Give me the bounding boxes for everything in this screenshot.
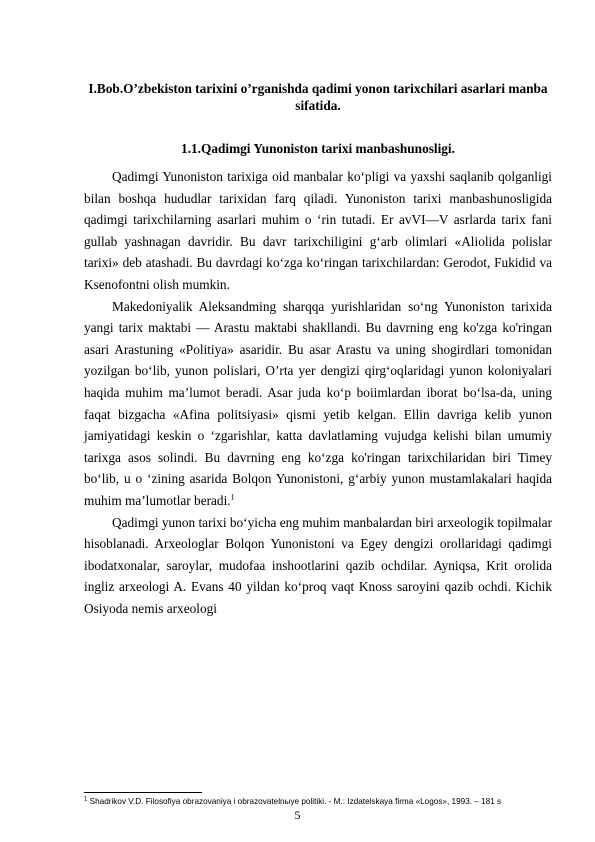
page-number: 5 [294,808,301,822]
paragraph-2-text: Makedoniyalik Aleksandming sharqqa yurishlaridan so‘ng Yunoniston tarixida yangi tarix maktabi — Arastu maktabi shakllandi. Bu davrning eng ko'zga ko'ringan asari Arastuning «Politiya» asaridir. Bu asar Arastu va uning shogirdlari tomonidan yozilgan bo‘lib, yunon polislari, O’rta yer dengizi qirg‘oqlaridagi yunon koloniyalari haqida muhim ma’lumot beradi. Asar juda ko‘p boiimlardan iborat bo‘lsa-da, uning faqat bizgacha «Afina politsiyasi» qismi yetib kelgan. Ellin davriga kelib yunon jamiyatidagi keskin o ‘zgarishlar, katta davlatlaming vujudga kelishi bilan umumiy tarixga asos solindi. Bu davrning eng ko‘zga ko'ringan tarixchilaridan biri Timey bo‘lib, u o ‘zining asarida Bolqon Yunonistoni, g‘arbiy yunon mustamlakalari haqida muhim ma’lumotlar beradi. [84,298,552,508]
footnote-text: Shadrikov V.D. Filosofiya obrazovaniya i obrazovatelnыye politiki. - M.: Izdatelskaya firma «Logos», 1993. – 181 s [89,797,502,806]
section-title: 1.1.Qadimgi Yunoniston tarixi manbashunosligi. [181,141,455,156]
footnote [84,796,564,807]
footnote-marker: 1 [84,796,88,803]
body-text [84,166,552,619]
footnote-reference[interactable]: 1 [230,492,235,502]
chapter-title: I.Bob.O’zbekiston tarixini o’rganishda qadimi yonon tarixchilari asarlari manba sifatida. [88,81,548,113]
paragraph-1: Qadimgi Yunoniston tarixiga oid manbalar ko‘pligi va yaxshi saqlanib qolganligi bilan boshqa hududlar tarixidan farq qiladi. Yunoniston tarixi manbashunosligida qadimgi tarixchilarning asarlari muhim o ‘rin tutadi. Er avVI—V asrlarda tarix fani gullab yashnagan davridir. Bu davr tarixchiligini g‘arb olimlari «Aliolida polislar tarixi» deb atashadi. Bu davrdagi ko‘zga ko‘ringan tarixchilardan: Gerodot, Fukidid va Ksenofontni olish mumkin. [84,169,552,292]
footnote-divider [84,792,202,793]
paragraph-2 [84,296,552,512]
paragraph-3: Qadimgi yunon tarixi bo‘yicha eng muhim manbalardan biri arxeologik topilmalar hisoblanadi. Arxeologlar Bolqon Yunonistoni va Egey dengizi orollaridagi qadimgi ibodatxonalar, saroylar, mudofaa inshootlarini qazib ochdilar. Ayniqsa, Krit orolida ingliz arxeologi A. Evans 40 yildan ko‘proq vaqt Knoss saroyini qazib ochdi. Kichik Osiyoda nemis arxeologi [84,514,552,616]
